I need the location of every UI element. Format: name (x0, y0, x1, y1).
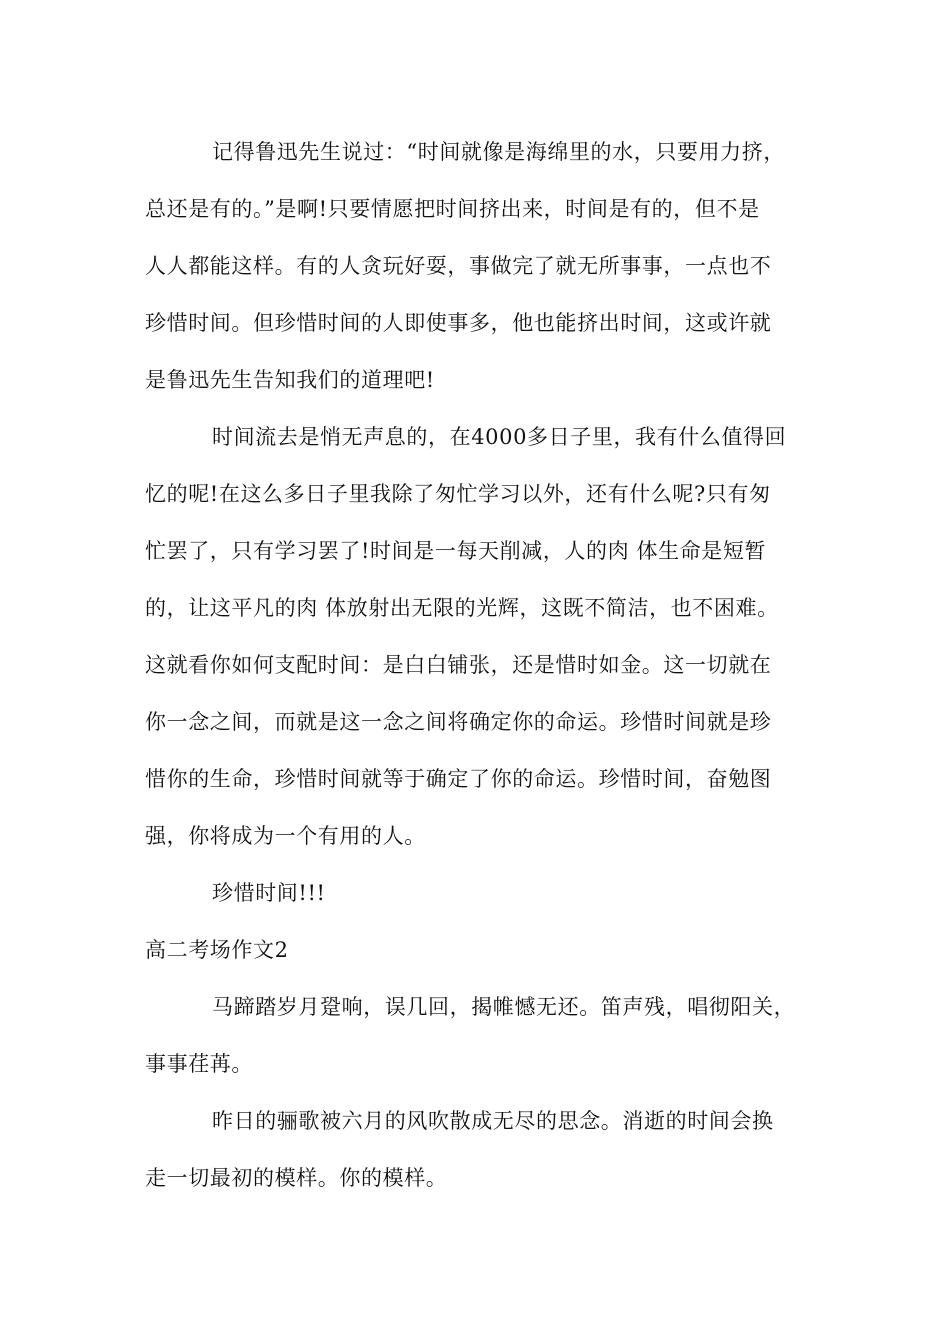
text-line: 珍惜时间。但珍惜时间的人即使事多，他也能挤出时间，这或许就 (145, 311, 772, 335)
text-line: 你一念之间，而就是这一念之间将确定你的命运。珍惜时间就是珍 (145, 710, 772, 734)
text-line: 强，你将成为一个有用的人。 (145, 824, 426, 848)
text-line: 记得鲁迅先生说过：“时间就像是海绵里的水，只要用力挤， (212, 140, 785, 164)
text-line: 时间流去是悄无声息的，在4000多日子里，我有什么值得回 (212, 425, 787, 449)
text-line: 惜你的生命，珍惜时间就等于确定了你的命运。珍惜时间，奋勉图 (145, 767, 772, 791)
text-line: 这就看你如何支配时间：是白白铺张，还是惜时如金。这一切就在 (145, 653, 772, 677)
text-line: 人人都能这样。有的人贪玩好耍，事做完了就无所事事，一点也不 (145, 254, 772, 278)
text-line: 的，让这平凡的肉 体放射出无限的光辉，这既不简洁，也不困难。 (145, 596, 779, 620)
text-line: 马蹄踏岁月跫响，误几回，揭帷憾无还。笛声残，唱彻阳关， (212, 995, 796, 1019)
text-line: 事事荏苒。 (145, 1052, 253, 1076)
text-line: 忆的呢!在这么多日子里我除了匆忙学习以外，还有什么呢?只有匆 (145, 482, 771, 506)
text-line: 珍惜时间!!! (212, 881, 326, 905)
text-line: 走一切最初的模样。你的模样。 (145, 1166, 448, 1190)
text-line: 是鲁迅先生告知我们的道理吧! (145, 368, 435, 392)
text-line: 昨日的骊歌被六月的风吹散成无尽的思念。消逝的时间会换 (212, 1109, 774, 1133)
text-line: 总还是有的。”是啊!只要情愿把时间挤出来，时间是有的，但不是 (145, 197, 760, 221)
text-line: 忙罢了，只有学习罢了!时间是一每天削减，人的肉 体生命是短暂 (145, 539, 767, 563)
section-heading: 高二考场作文2 (145, 938, 289, 962)
